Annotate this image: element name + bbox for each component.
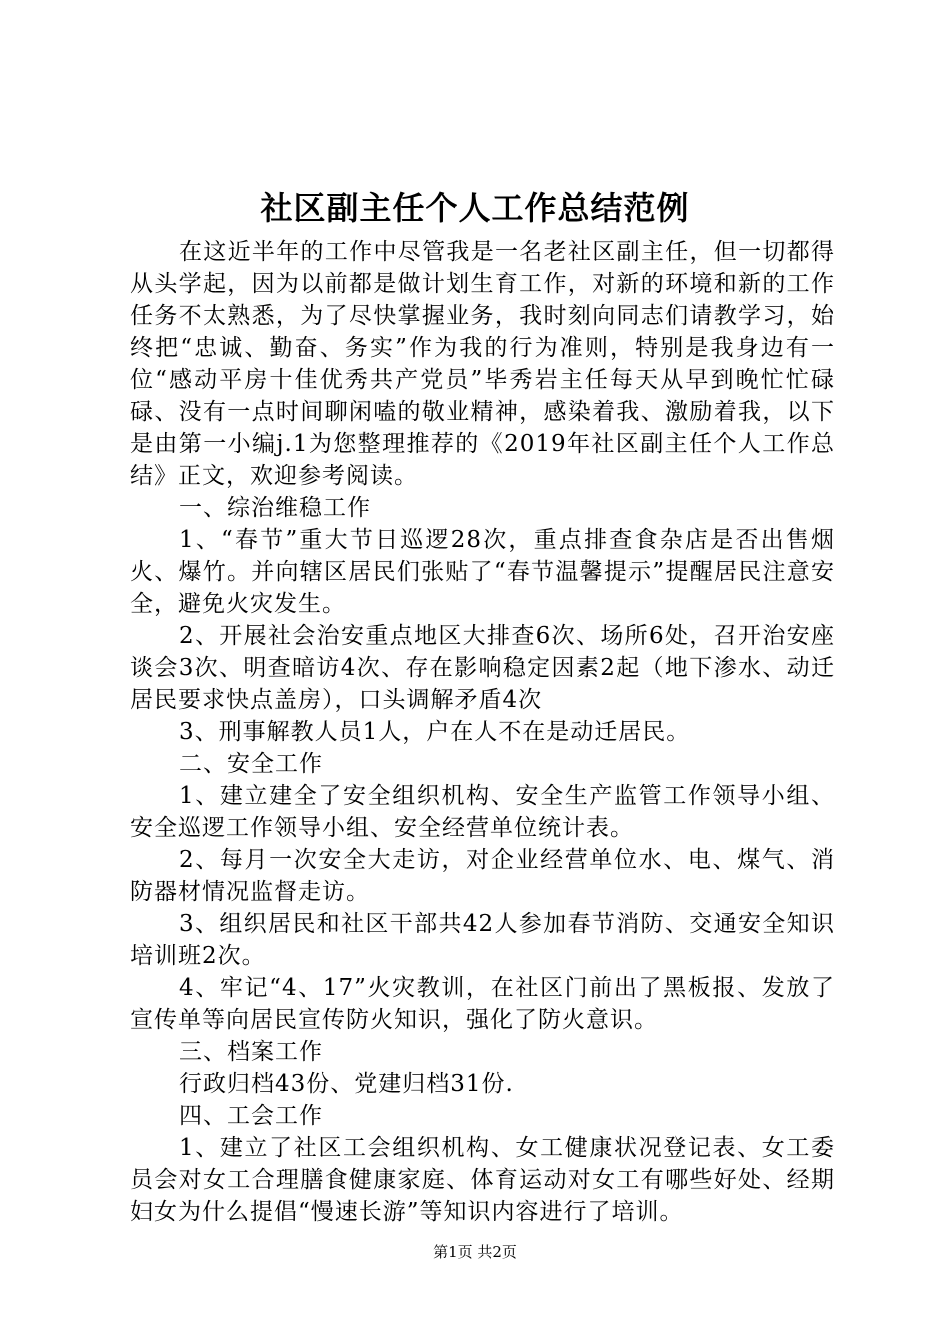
section-heading: 三、档案工作 (179, 1039, 323, 1065)
body-paragraph: 1、建立了社区工会组织机构、女工健康状况登记表、女工委员会对女工合理膳食健康家庭、体育运动对女工有哪些好处、经期妇女为什么提倡“慢速长游”等知识内容进行了培训。 (130, 1135, 835, 1225)
document-body (130, 236, 835, 1228)
page-footer: 第1页 共2页 (433, 1243, 517, 1261)
document-title: 社区副主任个人工作总结范例 (260, 189, 690, 227)
section-heading: 一、综治维稳工作 (179, 495, 371, 521)
body-paragraph: 1、建立建全了安全组织机构、安全生产监管工作领导小组、安全巡逻工作领导小组、安全经营单位统计表。 (130, 783, 835, 841)
intro-paragraph: 在这近半年的工作中尽管我是一名老社区副主任，但一切都得从头学起，因为以前都是做计划生育工作，对新的环境和新的工作任务不太熟悉，为了尽快掌握业务，我时刻向同志们请教学习，始终把“忠诚、勤奋、务实”作为我的行为准则，特别是我身边有一位“感动平房十佳优秀共产党员”毕秀岩主任每天从早到晚忙忙碌碌、没有一点时间聊闲嗑的敬业精神，感染着我、激励着我，以下是由第一小编j.1为您整理推荐的《2019年社区副主任个人工作总结》正文，欢迎参考阅读。 (130, 239, 835, 489)
section-heading: 四、工会工作 (179, 1103, 323, 1129)
body-paragraph: 3、刑事解教人员1人，户在人不在是动迁居民。 (179, 719, 691, 745)
body-paragraph: 行政归档43份、党建归档31份. (179, 1071, 514, 1097)
body-paragraph: 3、组织居民和社区干部共42人参加春节消防、交通安全知识培训班2次。 (130, 911, 835, 969)
section-heading: 二、安全工作 (179, 751, 323, 777)
body-paragraph: 1、“春节”重大节日巡逻28次，重点排查食杂店是否出售烟火、爆竹。并向辖区居民们张贴了“春节温馨提示”提醒居民注意安全，避免火灾发生。 (130, 527, 835, 617)
body-paragraph: 2、每月一次安全大走访，对企业经营单位水、电、煤气、消防器材情况监督走访。 (130, 847, 835, 905)
body-paragraph: 2、开展社会治安重点地区大排查6次、场所6处，召开治安座谈会3次、明查暗访4次、存在影响稳定因素2起（地下渗水、动迁居民要求快点盖房），口头调解矛盾4次 (130, 623, 835, 713)
body-paragraph: 4、牢记“4、17”火灾教训，在社区门前出了黑板报、发放了宣传单等向居民宣传防火知识，强化了防火意识。 (130, 975, 835, 1033)
